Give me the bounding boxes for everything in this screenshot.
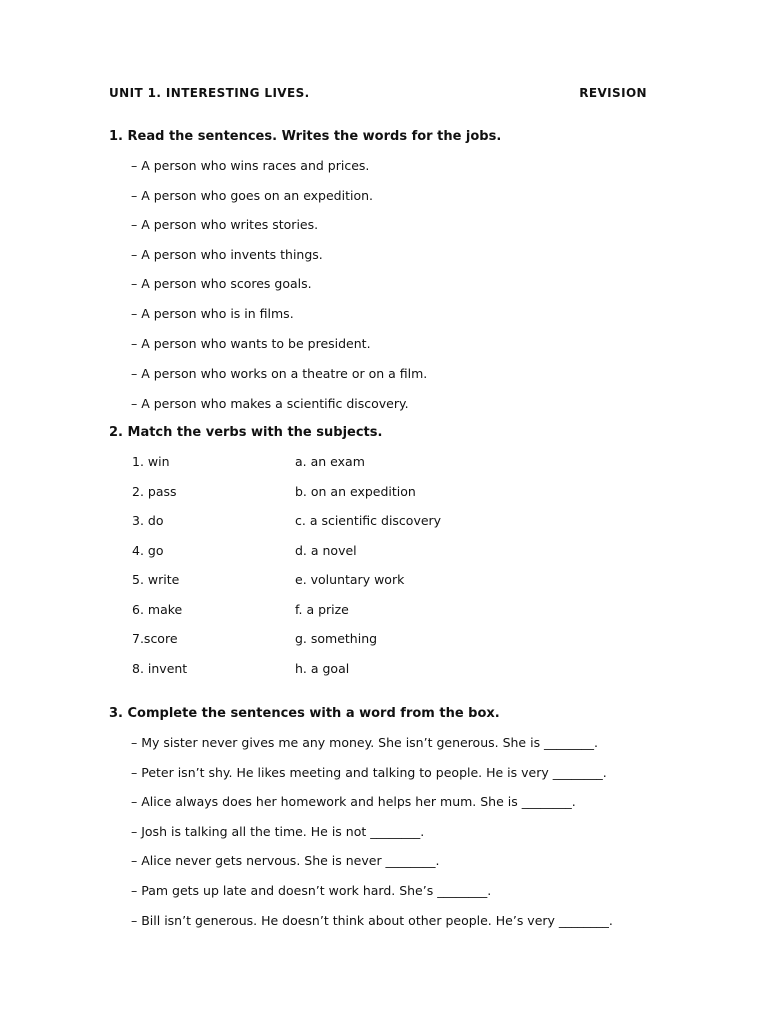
- job-clue-item: – A person who makes a scientific discovery.: [131, 396, 409, 411]
- job-clue-item: – A person who writes stories.: [131, 217, 319, 232]
- section-3-heading: 3. Complete the sentences with a word from the box.: [109, 706, 500, 721]
- verb-item: 6. make: [132, 602, 183, 617]
- sentence-item: – Peter isn’t shy. He likes meeting and talking to people. He is very ________.: [131, 765, 607, 780]
- subject-item: a. an exam: [295, 454, 365, 469]
- sentence-item: – Alice never gets nervous. She is never ________.: [131, 853, 440, 868]
- section-2-heading: 2. Match the verbs with the subjects.: [109, 425, 383, 440]
- verb-item: 3. do: [132, 513, 164, 528]
- verb-item: 5. write: [132, 572, 180, 587]
- job-clue-item: – A person who wins races and prices.: [131, 158, 370, 173]
- subject-item: f. a prize: [295, 602, 349, 617]
- subject-item: h. a goal: [295, 661, 350, 676]
- verb-item: 8. invent: [132, 661, 188, 676]
- subject-item: b. on an expedition: [295, 484, 416, 499]
- sentence-item: – Alice always does her homework and helps her mum. She is ________.: [131, 794, 576, 809]
- job-clue-item: – A person who goes on an expedition.: [131, 188, 374, 203]
- verb-item: 2. pass: [132, 484, 177, 499]
- verb-item: 4. go: [132, 543, 164, 558]
- sentence-item: – Josh is talking all the time. He is not ________.: [131, 824, 425, 839]
- sentence-item: – Pam gets up late and doesn’t work hard. She’s ________.: [131, 883, 492, 898]
- verb-item: 7.score: [132, 631, 178, 646]
- revision-label: REVISION: [579, 86, 647, 100]
- sentence-item: – My sister never gives me any money. She isn’t generous. She is ________.: [131, 735, 599, 750]
- job-clue-item: – A person who is in films.: [131, 306, 294, 321]
- unit-title: UNIT 1. INTERESTING LIVES.: [109, 86, 310, 100]
- subject-item: c. a scientific discovery: [295, 513, 442, 528]
- worksheet-header: [109, 86, 647, 100]
- job-clue-item: – A person who invents things.: [131, 247, 323, 262]
- subject-item: g. something: [295, 631, 378, 646]
- sentence-item: – Bill isn’t generous. He doesn’t think about other people. He’s very ________.: [131, 913, 613, 928]
- section-1-heading: 1. Read the sentences. Writes the words for the jobs.: [109, 129, 502, 144]
- verb-item: 1. win: [132, 454, 170, 469]
- job-clue-item: – A person who works on a theatre or on a film.: [131, 366, 428, 381]
- subject-item: d. a novel: [295, 543, 357, 558]
- subject-item: e. voluntary work: [295, 572, 405, 587]
- job-clue-item: – A person who wants to be president.: [131, 336, 371, 351]
- job-clue-item: – A person who scores goals.: [131, 276, 312, 291]
